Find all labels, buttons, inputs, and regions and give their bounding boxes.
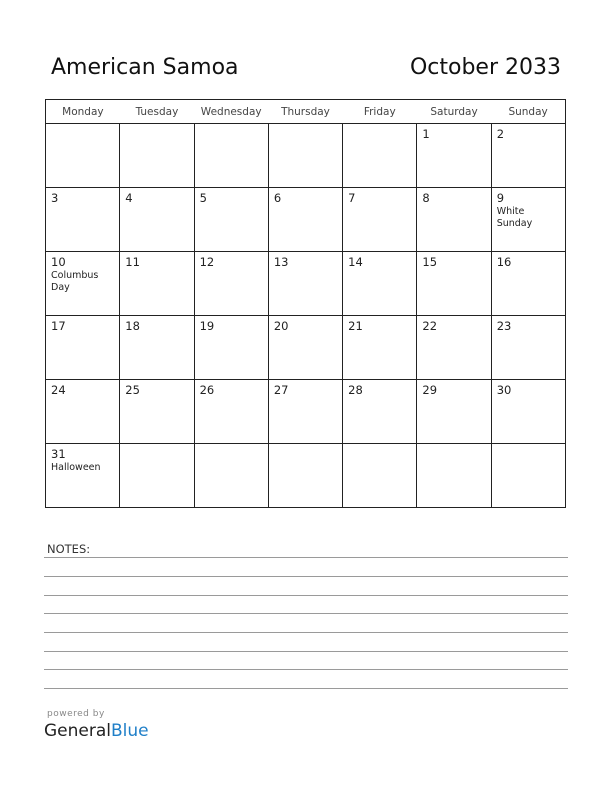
day-number: 4 [125, 191, 133, 205]
day-number: 16 [496, 255, 512, 269]
note-line [44, 613, 568, 614]
day-number: 1 [422, 127, 430, 141]
calendar-grid [45, 99, 566, 508]
calendar-day-cell [268, 124, 342, 188]
calendar-day-cell [343, 444, 417, 508]
weekday-header: Tuesday [120, 100, 194, 124]
day-number: 23 [496, 319, 512, 333]
powered-by-text: powered by [47, 709, 105, 719]
calendar-day-cell [46, 444, 120, 508]
calendar-day-cell [194, 188, 268, 252]
note-line [44, 651, 568, 652]
day-number: 3 [51, 191, 59, 205]
calendar-day-cell [120, 316, 194, 380]
day-number: 21 [348, 319, 363, 333]
note-line [44, 688, 568, 689]
calendar-day-cell [194, 252, 268, 316]
calendar-day-cell [417, 188, 491, 252]
day-number: 24 [51, 383, 66, 397]
calendar-week-row [46, 316, 566, 380]
calendar-month-title: October 2033 [409, 55, 561, 80]
calendar-week-row [46, 444, 566, 508]
calendar-week-row [46, 380, 566, 444]
calendar-week-row [46, 252, 566, 316]
day-number: 8 [422, 191, 430, 205]
day-number: 14 [348, 255, 363, 269]
note-line [44, 595, 568, 596]
day-number: 19 [199, 319, 215, 333]
calendar-day-cell [491, 124, 565, 188]
note-line [44, 557, 568, 558]
calendar-day-cell [343, 188, 417, 252]
calendar-day-cell [343, 380, 417, 444]
day-number: 12 [199, 255, 215, 269]
calendar-week-row [46, 124, 566, 188]
day-number: 25 [125, 383, 140, 397]
day-number: 11 [125, 255, 140, 269]
weekday-header-row [46, 100, 566, 124]
calendar-day-cell [417, 252, 491, 316]
calendar-day-cell [120, 124, 194, 188]
holiday-label: Halloween [51, 462, 101, 473]
calendar-day-cell [268, 444, 342, 508]
calendar-day-cell [491, 380, 565, 444]
calendar-day-cell [268, 252, 342, 316]
holiday-label: White Sunday [496, 206, 533, 229]
calendar-day-cell [194, 316, 268, 380]
day-number: 26 [199, 383, 215, 397]
calendar-day-cell [268, 380, 342, 444]
notes-label: NOTES: [47, 542, 91, 556]
calendar-day-cell [491, 316, 565, 380]
day-number: 31 [51, 447, 66, 461]
calendar-day-cell [120, 380, 194, 444]
calendar-day-cell [46, 316, 120, 380]
calendar-day-cell [268, 316, 342, 380]
day-number: 28 [348, 383, 363, 397]
calendar-day-cell [194, 444, 268, 508]
day-number: 7 [348, 191, 356, 205]
calendar-day-cell [46, 124, 120, 188]
weekday-header: Saturday [417, 100, 491, 124]
generalblue-logo [44, 721, 149, 741]
day-number: 17 [51, 319, 66, 333]
calendar-day-cell [194, 124, 268, 188]
day-number: 9 [496, 191, 505, 205]
calendar-day-cell [491, 188, 565, 252]
calendar-day-cell [268, 188, 342, 252]
weekday-header: Sunday [491, 100, 565, 124]
calendar-day-cell [194, 380, 268, 444]
weekday-header: Thursday [268, 100, 342, 124]
calendar-day-cell [417, 444, 491, 508]
note-line [44, 669, 568, 670]
calendar-day-cell [120, 188, 194, 252]
weekday-header: Friday [343, 100, 417, 124]
day-number: 30 [496, 383, 512, 397]
day-number: 10 [51, 255, 66, 269]
day-number: 18 [125, 319, 140, 333]
note-line [44, 576, 568, 577]
day-number: 27 [273, 383, 289, 397]
holiday-label: Columbus Day [51, 270, 99, 293]
day-number: 2 [496, 127, 505, 141]
day-number: 15 [422, 255, 438, 269]
calendar-day-cell [46, 252, 120, 316]
day-number: 20 [273, 319, 289, 333]
note-line [44, 632, 568, 633]
calendar-day-cell [417, 316, 491, 380]
calendar-day-cell [491, 444, 565, 508]
calendar-day-cell [46, 188, 120, 252]
day-number: 29 [422, 383, 438, 397]
day-number: 6 [273, 191, 282, 205]
brand-blue: Blue [111, 721, 149, 741]
calendar-day-cell [343, 124, 417, 188]
calendar-country-title: American Samoa [51, 55, 239, 80]
brand-general: General [44, 721, 111, 741]
calendar-day-cell [417, 124, 491, 188]
calendar-week-row [46, 188, 566, 252]
weekday-header: Wednesday [194, 100, 268, 124]
calendar-day-cell [120, 252, 194, 316]
calendar-day-cell [343, 316, 417, 380]
weekday-header: Monday [46, 100, 120, 124]
day-number: 13 [273, 255, 289, 269]
day-number: 5 [199, 191, 207, 205]
calendar-day-cell [46, 380, 120, 444]
calendar-day-cell [343, 252, 417, 316]
calendar-day-cell [417, 380, 491, 444]
day-number: 22 [422, 319, 438, 333]
calendar-day-cell [491, 252, 565, 316]
calendar-day-cell [120, 444, 194, 508]
